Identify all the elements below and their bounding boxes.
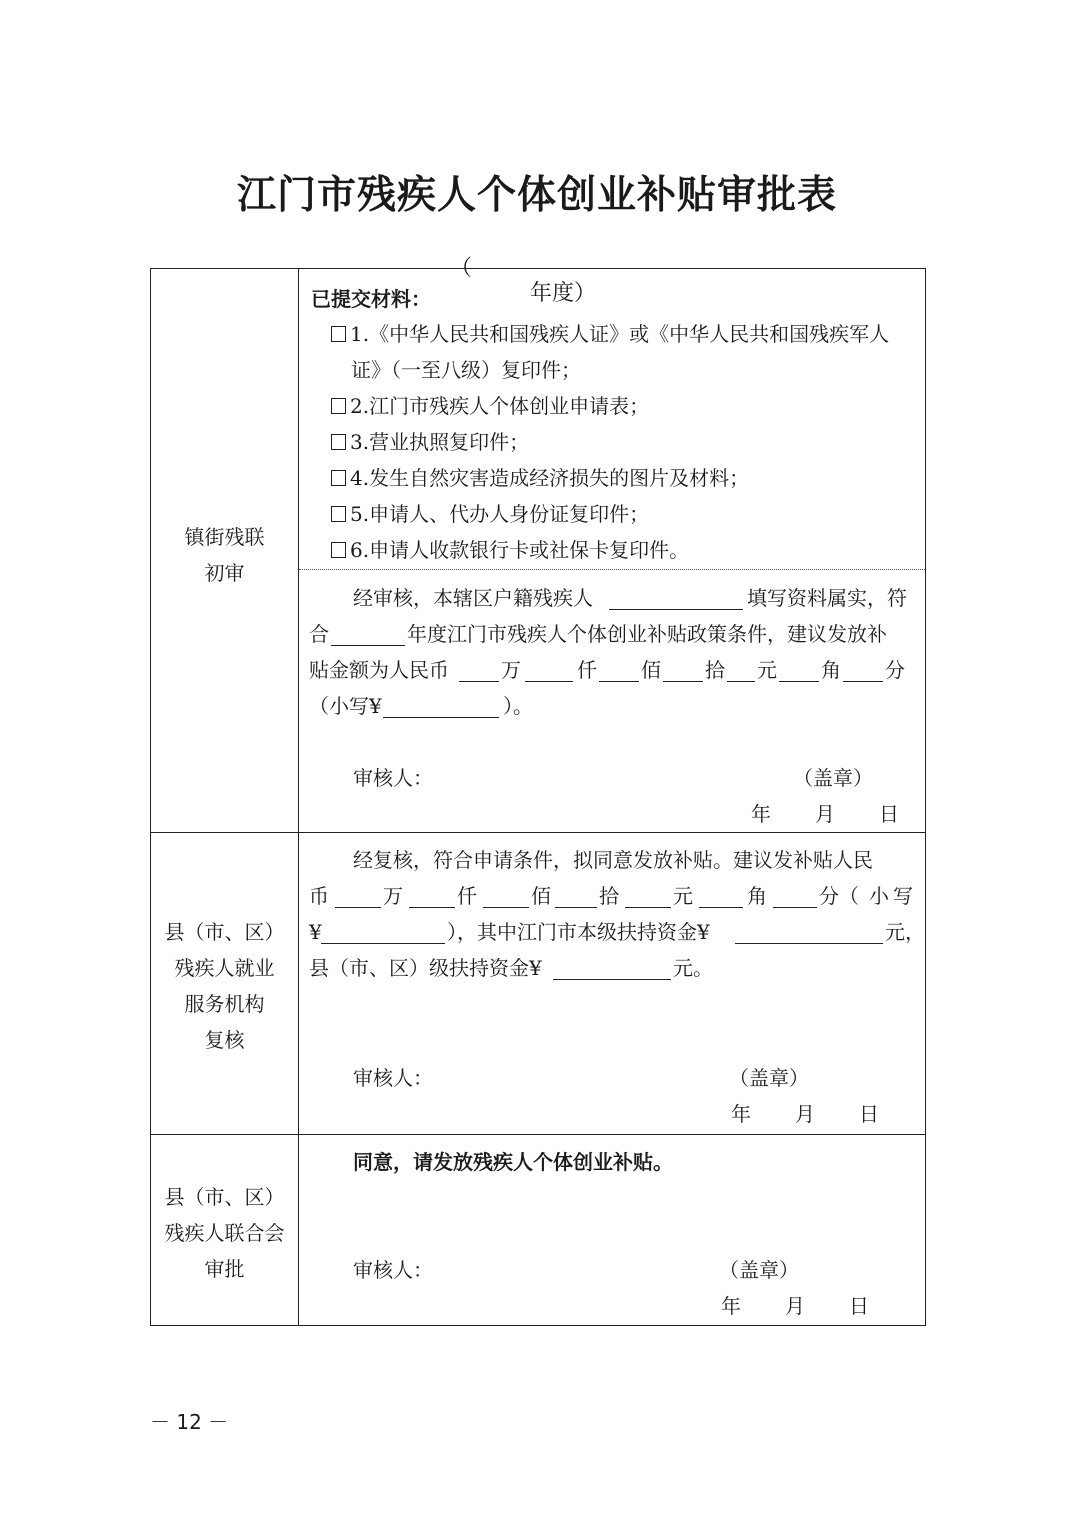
page-number: － 12 － [150, 1410, 229, 1434]
approve-text: 同意，请发放残疾人个体创业补贴。 [353, 1150, 673, 1174]
unit-qian: 仟 [577, 658, 597, 682]
date-month: 月 [785, 1294, 805, 1318]
amount-blank[interactable] [727, 681, 755, 682]
review-text-c: 合 [309, 622, 329, 646]
checkbox-icon[interactable] [331, 398, 346, 414]
section1-label [151, 519, 298, 591]
small-amount-blank[interactable] [383, 717, 499, 718]
amount-blank[interactable] [459, 681, 499, 682]
review-text-a: 经审核，本辖区户籍残疾人 [353, 586, 593, 610]
unit-jiao: 角 [821, 658, 841, 682]
section2-label [151, 914, 298, 1058]
unit-bai: 佰 [641, 658, 661, 682]
date-year: 年 [731, 1102, 751, 1126]
unit-qian: 仟 [457, 884, 477, 908]
section2-label-line: 服务机构 [184, 992, 265, 1016]
unit-wan: 万 [383, 884, 403, 908]
date-day: 日 [879, 802, 899, 826]
reviewer-label: 审核人： [353, 1258, 433, 1282]
reviewer-label: 审核人： [353, 766, 433, 790]
date-day: 日 [859, 1102, 879, 1126]
amount-blank[interactable] [625, 907, 671, 908]
checkbox-icon[interactable] [331, 542, 346, 558]
text-xie: 写 [893, 884, 913, 908]
section2-label-line: 县（市、区） [164, 920, 285, 944]
material-text: 1.《中华人民共和国残疾人证》或《中华人民共和国残疾军人 [350, 322, 890, 346]
unit-bai: 佰 [531, 884, 551, 908]
year-blank[interactable] [331, 645, 405, 646]
section3-label-line: 残疾人联合会 [164, 1221, 285, 1245]
material-item-6[interactable] [331, 535, 689, 565]
recheck-bi: 币 [309, 884, 329, 908]
material-item-1[interactable] [331, 319, 889, 349]
checkbox-icon[interactable] [331, 434, 346, 450]
yuan-label-1: 元， [885, 920, 925, 944]
city-funds-blank[interactable] [735, 943, 883, 944]
checkbox-icon[interactable] [331, 326, 346, 342]
year-label: 年度） [530, 281, 597, 306]
material-item-1-cont: 证》（一至八级）复印件； [351, 358, 581, 382]
unit-jiao: 角 [747, 884, 767, 908]
date-month: 月 [795, 1102, 815, 1126]
seal-label: （盖章） [719, 1258, 799, 1282]
material-text: 3.营业执照复印件； [350, 430, 530, 454]
approval-table [150, 268, 926, 1326]
unit-shi: 拾 [599, 884, 619, 908]
recheck-text: 经复核，符合申请条件，拟同意发放补贴。建议发补贴人民 [353, 848, 873, 872]
name-blank[interactable] [609, 609, 743, 610]
city-funds-text: ），其中江门市本级扶持资金¥ [447, 920, 710, 944]
material-item-5[interactable] [331, 499, 649, 529]
review-text-b: 填写资料属实，符 [747, 586, 907, 610]
amount-blank[interactable] [699, 907, 743, 908]
date-year: 年 [721, 1294, 741, 1318]
small-suffix: ）。 [503, 694, 533, 718]
material-item-3[interactable] [331, 427, 529, 457]
date-month: 月 [815, 802, 835, 826]
seal-label: （盖章） [793, 766, 873, 790]
county-funds-blank[interactable] [553, 979, 671, 980]
row-divider-2 [151, 1134, 925, 1135]
section1-label-line: 初审 [204, 561, 245, 585]
amount-blank[interactable] [335, 907, 381, 908]
date-year: 年 [751, 802, 771, 826]
yen-sign: ¥ [309, 920, 322, 944]
unit-shi: 拾 [705, 658, 725, 682]
material-text: 5.申请人、代办人身份证复印件； [350, 502, 650, 526]
amount-blank[interactable] [483, 907, 529, 908]
unit-wan: 万 [501, 658, 521, 682]
amount-blank[interactable] [843, 681, 883, 682]
checkbox-icon[interactable] [331, 506, 346, 522]
section2-label-line: 复核 [204, 1028, 245, 1052]
amount-blank[interactable] [599, 681, 639, 682]
small-prefix: （小写¥ [309, 694, 382, 718]
yuan-label-2: 元。 [673, 956, 713, 980]
small-amount-blank[interactable] [321, 943, 445, 944]
section1-label-line: 镇街残联 [184, 525, 265, 549]
dotted-divider [299, 569, 925, 570]
unit-yuan: 元 [673, 884, 693, 908]
county-funds-text: 县（市、区）级扶持资金¥ [309, 956, 542, 980]
unit-fen-paren: 分（ [819, 884, 859, 908]
reviewer-label: 审核人： [353, 1066, 433, 1090]
review-text-d: 年度江门市残疾人个体创业补贴政策条件，建议发放补 [407, 622, 887, 646]
section3-label [151, 1179, 298, 1287]
material-item-2[interactable] [331, 391, 649, 421]
materials-title: 已提交材料： [311, 287, 431, 311]
unit-yuan: 元 [757, 658, 777, 682]
amount-blank[interactable] [409, 907, 455, 908]
checkbox-icon[interactable] [331, 470, 346, 486]
amount-prefix: 贴金额为人民币 [309, 658, 449, 682]
text-xiao: 小 [869, 884, 889, 908]
column-divider [298, 269, 299, 1325]
material-text: 6.申请人收款银行卡或社保卡复印件。 [350, 538, 690, 562]
material-text: 4.发生自然灾害造成经济损失的图片及材料； [350, 466, 750, 490]
seal-label: （盖章） [729, 1066, 809, 1090]
amount-blank[interactable] [663, 681, 703, 682]
amount-blank[interactable] [555, 907, 597, 908]
amount-blank[interactable] [779, 681, 819, 682]
section3-label-line: 县（市、区） [164, 1185, 285, 1209]
form-title: 江门市残疾人个体创业补贴审批表 [236, 173, 837, 218]
unit-fen: 分 [885, 658, 905, 682]
section3-label-line: 审批 [204, 1257, 245, 1281]
date-day: 日 [849, 1294, 869, 1318]
section2-label-line: 残疾人就业 [174, 956, 275, 980]
material-item-4[interactable] [331, 463, 749, 493]
year-open-paren: （ [450, 256, 473, 281]
amount-blank[interactable] [525, 681, 573, 682]
material-text: 2.江门市残疾人个体创业申请表； [350, 394, 650, 418]
amount-blank[interactable] [773, 907, 817, 908]
row-divider-1 [151, 832, 925, 833]
